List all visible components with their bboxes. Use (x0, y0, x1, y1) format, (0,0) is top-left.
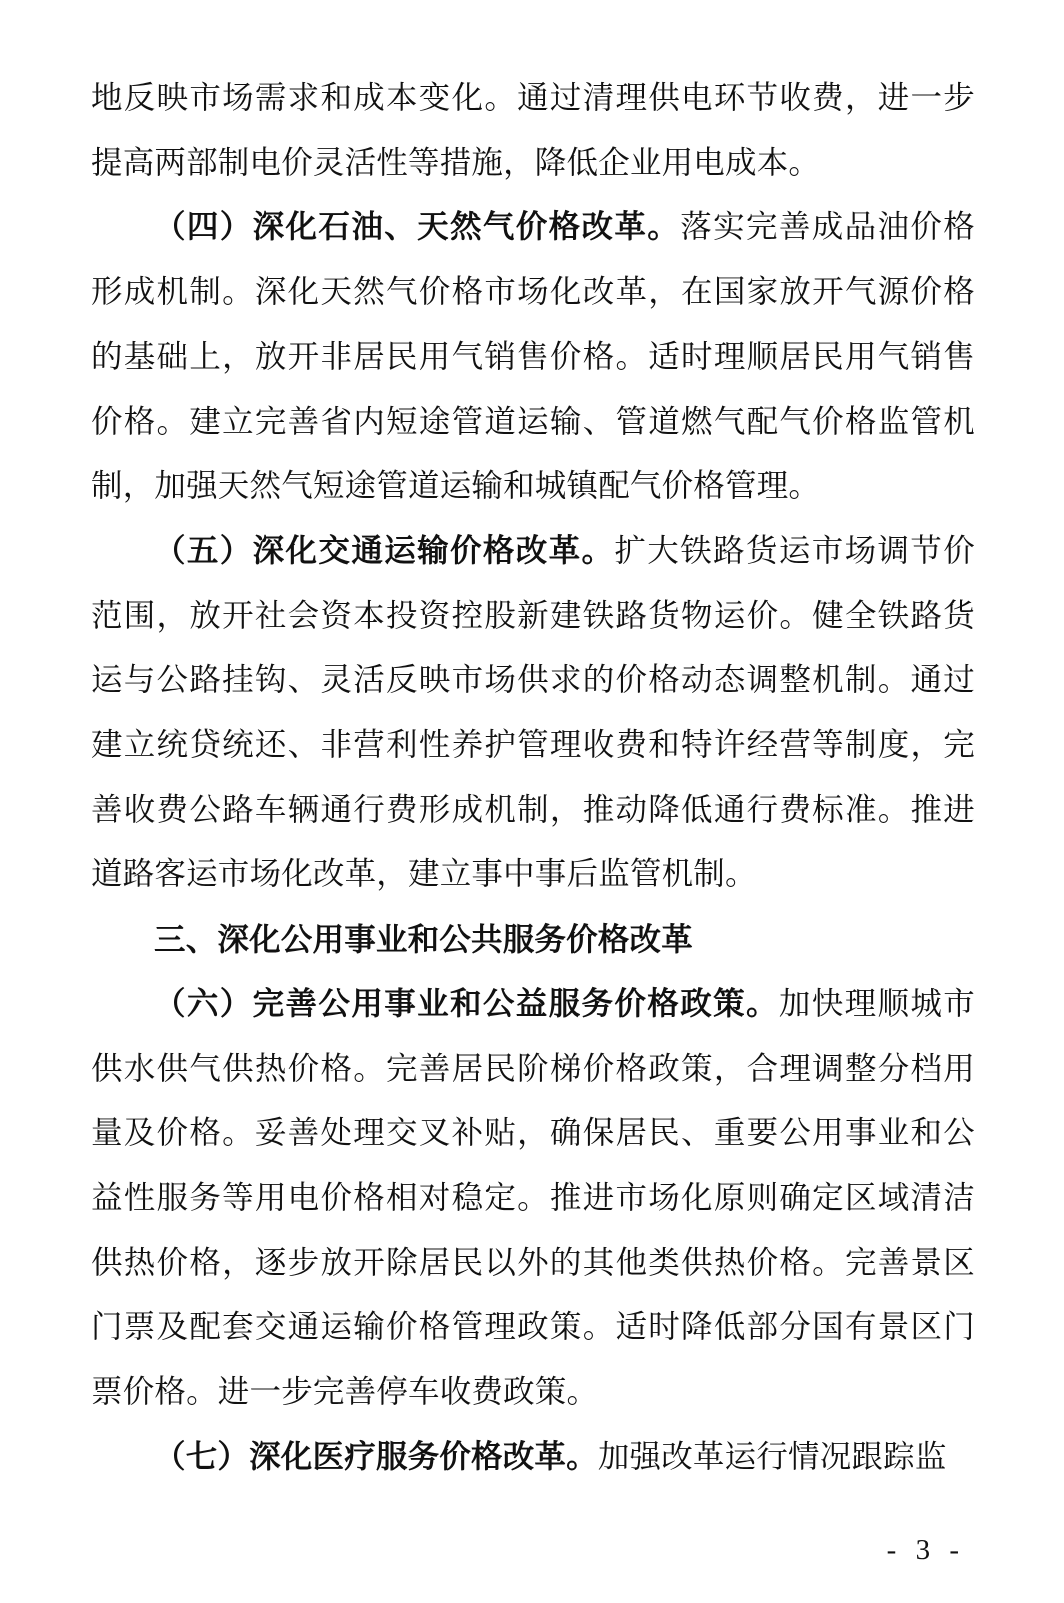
paragraph-lead: （五）深化交通运输价格改革。 (154, 532, 615, 568)
document-text-body (91, 66, 975, 1489)
paragraph-item-5 (91, 519, 975, 907)
paragraph-text: 加快理顺城市供水供气供热价格。完善居民阶梯价格政策，合理调整分档用量及价格。妥善处理交叉补贴，确保居民、重要公用事业和公益性服务等用电价格相对稳定。推进市场化原则确定区域清洁供热价格，逐步放开除居民以外的其他类供热价格。完善景区门票及配套交通运输价格管理政策。适时降低部分国有景区门票价格。进一步完善停车收费政策。 (91, 985, 975, 1410)
paragraph-text: 地反映市场需求和成本变化。通过清理供电环节收费，进一步提高两部制电价灵活性等措施，降低企业用电成本。 (91, 80, 975, 180)
paragraph-continuation (91, 66, 975, 195)
paragraph-text: 扩大铁路货运市场调节价范围，放开社会资本投资控股新建铁路货物运价。健全铁路货运与公路挂钩、灵活反映市场供求的价格动态调整机制。通过建立统贷统还、非营利性养护管理收费和特许经营等制度，完善收费公路车辆通行费形成机制，推动降低通行费标准。推进道路客运市场化改革，建立事中事后监管机制。 (91, 532, 975, 892)
paragraph-item-6 (91, 972, 975, 1425)
paragraph-lead: （四）深化石油、天然气价格改革。 (154, 209, 681, 245)
paragraph-text: 落实完善成品油价格形成机制。深化天然气价格市场化改革，在国家放开气源价格的基础上，放开非居民用气销售价格。适时理顺居民用气销售价格。建立完善省内短途管道运输、管道燃气配气价格监管机制，加强天然气短途管道运输和城镇配气价格管理。 (91, 209, 975, 504)
section-heading: 三、深化公用事业和公共服务价格改革 (154, 921, 693, 958)
paragraph-item-4 (91, 195, 975, 519)
paragraph-item-7 (91, 1425, 975, 1490)
paragraph-text: 加强改革运行情况跟踪监 (597, 1438, 947, 1474)
paragraph-lead: （六）完善公用事业和公益服务价格政策。 (154, 985, 779, 1021)
page-number: - 3 - (886, 1534, 965, 1566)
paragraph-lead: （七）深化医疗服务价格改革。 (154, 1438, 598, 1474)
